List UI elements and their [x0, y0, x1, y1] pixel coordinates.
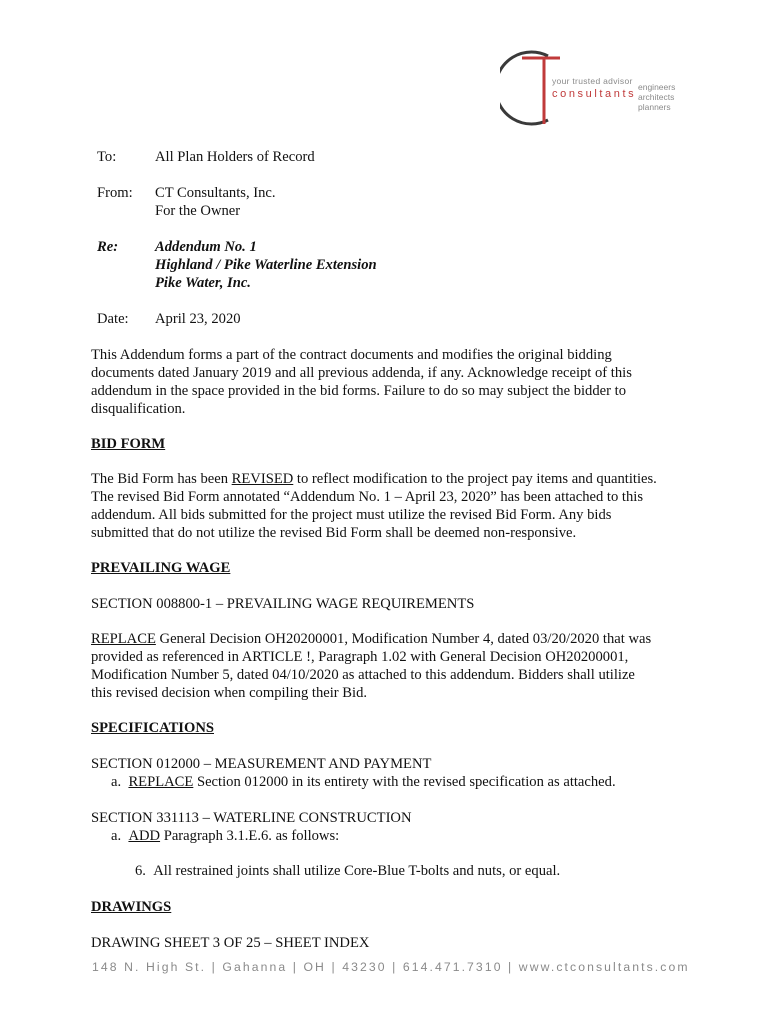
logo-tagline: your trusted advisor — [552, 76, 633, 86]
prevailing-wage-line: Modification Number 5, dated 04/10/2020 as attached to this addendum. Bidders shall utilize — [91, 667, 635, 683]
prevailing-wage-heading: PREVAILING WAGE — [91, 560, 231, 576]
intro-line: disqualification. — [91, 401, 186, 417]
specifications-heading: SPECIFICATIONS — [91, 720, 214, 736]
re-line-2: Highland / Pike Waterline Extension — [155, 257, 377, 273]
spec-item-331113-a — [111, 827, 691, 845]
re-line-1: Addendum No. 1 — [155, 239, 257, 255]
logo-role: architects — [638, 92, 675, 102]
intro-line: documents dated January 2019 and all previous addenda, if any. Acknowledge receipt of this — [91, 365, 632, 381]
list-marker: a. — [111, 828, 122, 844]
ct-consultants-logo — [500, 48, 690, 128]
spec-section-012000: SECTION 012000 – MEASUREMENT AND PAYMENT — [91, 756, 432, 772]
date-label: Date: — [97, 311, 129, 327]
prevailing-wage-line: this revised decision when compiling their Bid. — [91, 685, 368, 701]
spec-section-331113: SECTION 331113 – WATERLINE CONSTRUCTION — [91, 810, 412, 826]
bid-form-line-pre: The Bid Form has been — [91, 471, 232, 487]
list-number: 6. — [135, 863, 146, 879]
to-value: All Plan Holders of Record — [155, 149, 315, 165]
bid-form-line: addendum. All bids submitted for the project must utilize the revised Bid Form. Any bids — [91, 507, 612, 523]
bid-form-line: submitted that do not utilize the revised Bid Form shall be deemed non-responsive. — [91, 525, 577, 541]
add-keyword: ADD — [128, 828, 161, 844]
date-value: April 23, 2020 — [155, 311, 241, 327]
spec-numbered-item-6 — [135, 862, 695, 880]
from-label: From: — [97, 185, 133, 201]
bid-form-line: The revised Bid Form annotated “Addendum No. 1 – April 23, 2020” has been attached to this — [91, 489, 644, 505]
revised-keyword: REVISED — [231, 471, 294, 487]
replace-keyword: REPLACE — [91, 631, 156, 647]
bid-form-line — [91, 470, 691, 488]
list-marker: a. — [111, 774, 122, 790]
spec-item-text: Section 012000 in its entirety with the revised specification as attached. — [193, 774, 616, 790]
bid-form-line-post: to reflect modification to the project pay items and quantities. — [293, 471, 657, 487]
prevailing-wage-line — [91, 630, 691, 648]
logo-role: planners — [638, 102, 671, 112]
footer-contact: 148 N. High St. | Gahanna | OH | 43230 | 614.471.7310 | www.ctconsultants.com — [92, 960, 690, 974]
intro-line: addendum in the space provided in the bid forms. Failure to do so may subject the bidder to — [91, 383, 626, 399]
drawing-sheet-index: DRAWING SHEET 3 OF 25 – SHEET INDEX — [91, 935, 370, 951]
logo-role: engineers — [638, 82, 676, 92]
from-line-1: CT Consultants, Inc. — [155, 185, 276, 201]
from-line-2: For the Owner — [155, 203, 241, 219]
intro-line: This Addendum forms a part of the contract documents and modifies the original bidding — [91, 347, 612, 363]
logo-roles — [638, 82, 675, 112]
to-label: To: — [97, 149, 117, 165]
intro-paragraph — [91, 346, 691, 418]
prevailing-wage-section: SECTION 008800-1 – PREVAILING WAGE REQUIREMENTS — [91, 596, 475, 612]
logo-wordmark: consultants — [552, 88, 637, 100]
prevailing-wage-line: provided as referenced in ARTICLE !, Paragraph 1.02 with General Decision OH20200001, — [91, 649, 629, 665]
prevailing-wage-paragraph — [91, 630, 691, 702]
prevailing-wage-line-post: General Decision OH20200001, Modification Number 4, dated 03/20/2020 that was — [155, 631, 652, 647]
bid-form-paragraph — [91, 470, 691, 542]
re-label: Re: — [97, 239, 119, 255]
bid-form-heading: BID FORM — [91, 436, 166, 452]
replace-keyword: REPLACE — [128, 774, 194, 790]
drawings-heading: DRAWINGS — [91, 899, 172, 915]
spec-item-text: Paragraph 3.1.E.6. as follows: — [160, 828, 340, 844]
numbered-item-text: All restrained joints shall utilize Core-Blue T-bolts and nuts, or equal. — [153, 863, 561, 879]
spec-item-012000-a — [111, 773, 691, 791]
re-line-3: Pike Water, Inc. — [155, 275, 251, 291]
